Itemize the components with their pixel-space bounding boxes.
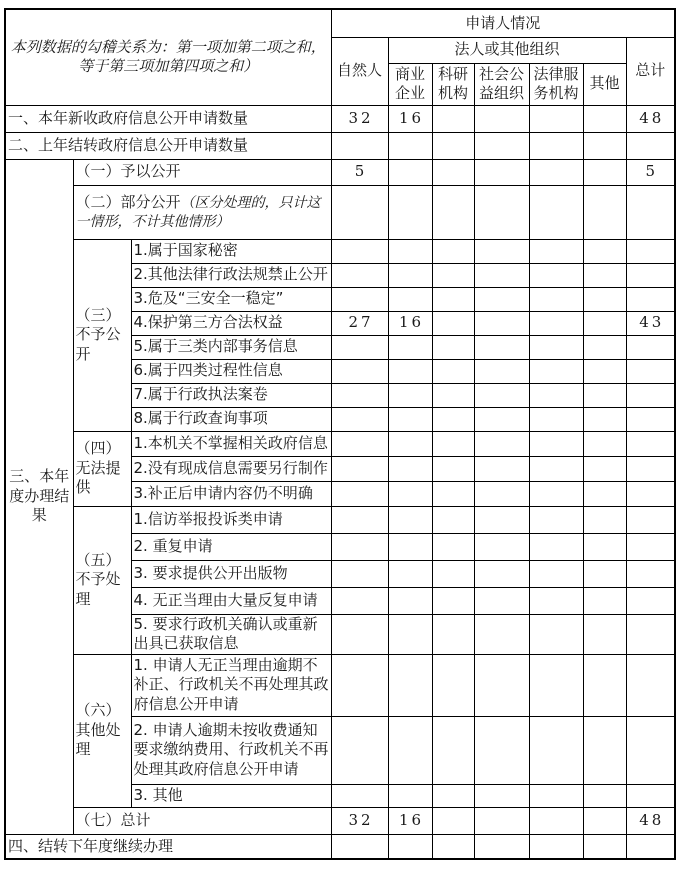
value-cell: [388, 431, 432, 456]
value-cell: 27: [331, 311, 388, 335]
value-cell: [626, 359, 675, 383]
value-cell: [583, 335, 626, 359]
value-cell: [331, 431, 388, 456]
value-cell: [432, 287, 474, 311]
value-cell: [529, 716, 583, 784]
row-label-notprocessed-5: 5. 要求行政机关确认或重新出具已获取信息: [131, 614, 331, 654]
value-cell: [583, 311, 626, 335]
value-cell: [529, 654, 583, 716]
row-label-otherhandling-3: 3. 其他: [131, 784, 331, 807]
row-label-otherhandling-2: 2. 申请人逾期未按收费通知要求缴纳费用、行政机关不再处理其政府信息公开申请: [131, 716, 331, 784]
header-commercial-enterprise: 商业企业: [388, 63, 432, 105]
header-applicant-situation: 申请人情况: [331, 9, 675, 37]
value-cell: [474, 239, 529, 263]
value-cell: [474, 481, 529, 506]
value-cell: [388, 287, 432, 311]
value-cell: [529, 614, 583, 654]
value-cell: [388, 159, 432, 185]
value-cell: [331, 335, 388, 359]
row-label-otherhandling-1: 1. 申请人无正当理由逾期不补正、行政机关不再处理其政府信息公开申请: [131, 654, 331, 716]
value-cell: [432, 784, 474, 807]
row-unable-item-1: [5, 431, 675, 456]
value-cell: [331, 287, 388, 311]
value-cell: 32: [331, 807, 388, 834]
value-cell: [331, 654, 388, 716]
value-cell: [388, 263, 432, 287]
value-cell: [626, 263, 675, 287]
value-cell: 16: [388, 807, 432, 834]
value-cell: [529, 431, 583, 456]
value-cell: 32: [331, 105, 388, 132]
value-cell: [529, 407, 583, 431]
row-partial-disclosure: [5, 185, 675, 239]
value-cell: [529, 105, 583, 132]
row-label-unable-2: 2.没有现成信息需要另行制作: [131, 456, 331, 481]
row-label-denied-2: 2.其他法律行政法规禁止公开: [131, 263, 331, 287]
group-label-denied: （三）不予公开: [73, 239, 131, 431]
value-cell: [583, 431, 626, 456]
value-cell: [331, 614, 388, 654]
value-cell: [331, 587, 388, 614]
group-label-not-processed: （五）不予处理: [73, 506, 131, 654]
value-cell: [432, 834, 474, 859]
partial-label: （二）部分公开: [75, 192, 181, 211]
value-cell: [331, 456, 388, 481]
value-cell: [583, 506, 626, 533]
value-cell: [432, 239, 474, 263]
row-label-granted: （一）予以公开: [73, 159, 331, 185]
value-cell: [626, 614, 675, 654]
value-cell: [331, 481, 388, 506]
value-cell: [583, 834, 626, 859]
value-cell: [626, 456, 675, 481]
value-cell: [432, 105, 474, 132]
row-label-notprocessed-1: 1.信访举报投诉类申请: [131, 506, 331, 533]
value-cell: [432, 335, 474, 359]
value-cell: [583, 159, 626, 185]
value-cell: [626, 431, 675, 456]
header-research-institution: 科研机构: [432, 63, 474, 105]
value-cell: [432, 533, 474, 560]
value-cell: [583, 185, 626, 239]
value-cell: [331, 834, 388, 859]
row-label-next-year: 四、结转下年度继续办理: [5, 834, 331, 859]
value-cell: [331, 239, 388, 263]
value-cell: [388, 383, 432, 407]
value-cell: [331, 716, 388, 784]
value-cell: [432, 481, 474, 506]
value-cell: 43: [626, 311, 675, 335]
value-cell: [388, 533, 432, 560]
value-cell: [626, 335, 675, 359]
value-cell: [529, 784, 583, 807]
value-cell: [529, 560, 583, 587]
value-cell: [432, 614, 474, 654]
value-cell: [626, 481, 675, 506]
row-subtotal: [5, 807, 675, 834]
value-cell: [432, 506, 474, 533]
value-cell: [474, 132, 529, 159]
value-cell: [626, 239, 675, 263]
value-cell: [583, 359, 626, 383]
row-granted: [5, 159, 675, 185]
row-label-denied-3: 3.危及“三安全一稳定”: [131, 287, 331, 311]
value-cell: [529, 185, 583, 239]
row-label-new-received: 一、本年新收政府信息公开申请数量: [5, 105, 331, 132]
header-other-org: 其他: [583, 63, 626, 105]
value-cell: [474, 614, 529, 654]
header-natural-person: 自然人: [331, 37, 388, 105]
value-cell: [529, 239, 583, 263]
value-cell: [626, 587, 675, 614]
value-cell: [474, 311, 529, 335]
value-cell: [474, 716, 529, 784]
value-cell: [474, 335, 529, 359]
value-cell: [529, 383, 583, 407]
value-cell: [626, 654, 675, 716]
value-cell: [474, 185, 529, 239]
value-cell: [474, 784, 529, 807]
value-cell: [474, 263, 529, 287]
value-cell: [331, 383, 388, 407]
value-cell: [432, 185, 474, 239]
value-cell: [583, 560, 626, 587]
value-cell: [626, 560, 675, 587]
partial-label-note: （区分处理的，只计这一情形，不计其他情形）: [75, 194, 321, 230]
row-label-carried-over: 二、上年结转政府信息公开申请数量: [5, 132, 331, 159]
value-cell: [529, 159, 583, 185]
value-cell: [432, 807, 474, 834]
row-label-notprocessed-3: 3. 要求提供公开出版物: [131, 560, 331, 587]
value-cell: [432, 359, 474, 383]
value-cell: [474, 383, 529, 407]
value-cell: [432, 431, 474, 456]
value-cell: [388, 784, 432, 807]
row-label-denied-7: 7.属于行政执法案卷: [131, 383, 331, 407]
value-cell: [474, 456, 529, 481]
header-legal-or-other-org: 法人或其他组织: [388, 37, 626, 63]
value-cell: [474, 654, 529, 716]
value-cell: [331, 560, 388, 587]
value-cell: [388, 335, 432, 359]
value-cell: [529, 533, 583, 560]
value-cell: [331, 359, 388, 383]
group-label-unable-to-provide: （四）无法提供: [73, 431, 131, 506]
value-cell: [331, 132, 388, 159]
row-label-denied-5: 5.属于三类内部事务信息: [131, 335, 331, 359]
value-cell: [529, 263, 583, 287]
value-cell: [529, 287, 583, 311]
value-cell: [626, 383, 675, 407]
value-cell: [388, 132, 432, 159]
value-cell: [388, 587, 432, 614]
value-cell: [583, 587, 626, 614]
value-cell: [388, 481, 432, 506]
value-cell: [432, 263, 474, 287]
value-cell: [331, 185, 388, 239]
row-label-denied-4: 4.保护第三方合法权益: [131, 311, 331, 335]
value-cell: [474, 105, 529, 132]
value-cell: [583, 807, 626, 834]
row-label-notprocessed-4: 4. 无正当理由大量反复申请: [131, 587, 331, 614]
value-cell: [529, 311, 583, 335]
value-cell: [388, 560, 432, 587]
value-cell: [583, 716, 626, 784]
value-cell: [626, 834, 675, 859]
value-cell: [626, 185, 675, 239]
value-cell: [583, 784, 626, 807]
value-cell: [626, 506, 675, 533]
value-cell: [331, 784, 388, 807]
value-cell: [474, 159, 529, 185]
value-cell: [432, 654, 474, 716]
value-cell: [626, 533, 675, 560]
value-cell: [388, 359, 432, 383]
value-cell: [626, 716, 675, 784]
value-cell: [583, 263, 626, 287]
value-cell: [474, 287, 529, 311]
statistics-table: [4, 8, 676, 860]
value-cell: 48: [626, 105, 675, 132]
row-label-denied-6: 6.属于四类过程性信息: [131, 359, 331, 383]
row-label-unable-1: 1.本机关不掌握相关政府信息: [131, 431, 331, 456]
value-cell: [583, 407, 626, 431]
value-cell: [432, 587, 474, 614]
header-row-1: [5, 9, 675, 37]
value-cell: [474, 587, 529, 614]
value-cell: [626, 407, 675, 431]
value-cell: [583, 132, 626, 159]
row-label-partial-disclosure: [73, 185, 331, 239]
value-cell: [626, 132, 675, 159]
value-cell: [432, 311, 474, 335]
value-cell: [626, 287, 675, 311]
row-label-denied-8: 8.属于行政查询事项: [131, 407, 331, 431]
value-cell: [388, 614, 432, 654]
value-cell: [626, 784, 675, 807]
row-new-received: [5, 105, 675, 132]
header-public-welfare-org: 社会公益组织: [474, 63, 529, 105]
value-cell: [529, 834, 583, 859]
row-label-notprocessed-2: 2. 重复申请: [131, 533, 331, 560]
value-cell: [432, 456, 474, 481]
value-cell: [432, 716, 474, 784]
value-cell: [432, 383, 474, 407]
value-cell: [388, 456, 432, 481]
value-cell: [331, 407, 388, 431]
value-cell: [529, 807, 583, 834]
value-cell: [529, 132, 583, 159]
value-cell: [529, 456, 583, 481]
value-cell: [583, 105, 626, 132]
value-cell: [388, 506, 432, 533]
value-cell: 16: [388, 105, 432, 132]
value-cell: [474, 807, 529, 834]
row-otherhandling-item-1: [5, 654, 675, 716]
group-label-other-handling: （六）其他处理: [73, 654, 131, 807]
value-cell: [583, 654, 626, 716]
value-cell: [474, 431, 529, 456]
value-cell: [583, 456, 626, 481]
value-cell: [331, 533, 388, 560]
row-label-unable-3: 3.补正后申请内容仍不明确: [131, 481, 331, 506]
value-cell: [474, 407, 529, 431]
value-cell: [388, 834, 432, 859]
value-cell: [529, 359, 583, 383]
value-cell: 48: [626, 807, 675, 834]
value-cell: [474, 506, 529, 533]
row-label-denied-1: 1.属于国家秘密: [131, 239, 331, 263]
value-cell: [583, 287, 626, 311]
value-cell: [474, 560, 529, 587]
value-cell: [583, 481, 626, 506]
value-cell: [583, 383, 626, 407]
value-cell: [331, 263, 388, 287]
value-cell: [583, 239, 626, 263]
value-cell: [529, 481, 583, 506]
header-total: 总计: [626, 37, 675, 105]
row-label-subtotal: （七）总计: [73, 807, 331, 834]
note-cell: 本列数据的勾稽关系为：第一项加第二项之和，等于第三项加第四项之和）: [5, 9, 331, 105]
row-notprocessed-item-1: [5, 506, 675, 533]
value-cell: [432, 560, 474, 587]
value-cell: [388, 239, 432, 263]
section-label-annual-results: 三、本年度办理结果: [5, 159, 73, 834]
value-cell: [474, 533, 529, 560]
row-next-year: [5, 834, 675, 859]
value-cell: 5: [331, 159, 388, 185]
row-denied-item-1: [5, 239, 675, 263]
value-cell: [388, 185, 432, 239]
value-cell: [331, 506, 388, 533]
row-carried-over: [5, 132, 675, 159]
value-cell: [432, 407, 474, 431]
value-cell: [583, 533, 626, 560]
value-cell: [432, 159, 474, 185]
value-cell: [474, 359, 529, 383]
value-cell: 16: [388, 311, 432, 335]
value-cell: [529, 335, 583, 359]
value-cell: [583, 614, 626, 654]
value-cell: [474, 834, 529, 859]
value-cell: [388, 407, 432, 431]
header-legal-service-org: 法律服务机构: [529, 63, 583, 105]
value-cell: [529, 587, 583, 614]
value-cell: [388, 654, 432, 716]
value-cell: [529, 506, 583, 533]
value-cell: [388, 716, 432, 784]
value-cell: 5: [626, 159, 675, 185]
value-cell: [432, 132, 474, 159]
